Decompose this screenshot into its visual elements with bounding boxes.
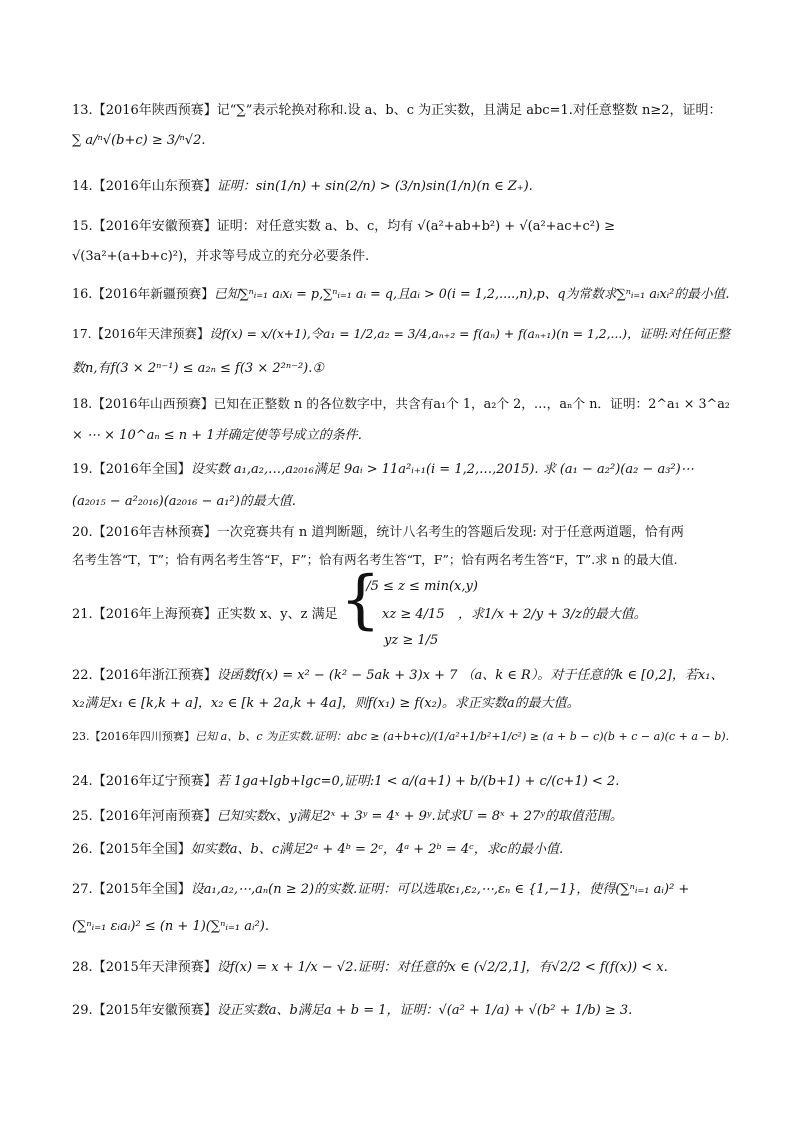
problem-21-condition-1: 1/5 ≤ z ≤ min(x,y) [358,579,478,594]
problem-14-line-1: 14.【2016年山东预赛】证明：sin(1/n) + sin(2/n) > (3/n)sin(1/n)(n ∈ Z₊). [72,179,533,194]
problem-21-line-1: 21.【2016年上海预赛】正实数 x、y、z 满足 [72,607,338,622]
problem-13-line-2: ∑ a/ⁿ√(b+c) ≥ 3/ⁿ√2. [72,133,206,148]
problem-15-line-2: √(3a²+(a+b+c)²)，并求等号成立的充分必要条件. [72,249,370,264]
problem-19-line-1: 19.【2016年全国】设实数 a₁,a₂,…,a₂₀₁₆满足 9aᵢ > 11a²ᵢ₊₁(i = 1,2,…,2015). 求 (a₁ − a₂²)(a₂ − a₃²)⋯ [72,462,694,477]
problem-27-line-2: (∑ⁿᵢ₌₁ εᵢaᵢ)² ≤ (n + 1)(∑ⁿᵢ₌₁ aᵢ²). [72,919,270,934]
problem-13-line-1: 13.【2016年陕西预赛】记“∑”表示轮换对称和.设 a、b、c 为正实数，且满足 abc=1.对任意整数 n≥2，证明： [72,103,722,118]
problem-29-line-1: 29.【2015年安徽预赛】设正实数a、b满足a + b = 1，证明：√(a² + 1/a) + √(b² + 1/b) ≥ 3. [72,1003,633,1018]
problem-23-line-1: 23.【2016年四川预赛】已知 a、b、c 为正实数.证明：abc ≥ (a+b+c)/(1/a²+1/b²+1/c²) ≥ (a + b − c)(b + c − a)(c + a − b). [72,730,730,743]
problem-22-line-1: 22.【2016年浙江预赛】设函数f(x) = x² − (k² − 5ak + 3)x + 7 （a、k ∈ R）。对于任意的k ∈ [0,2]，若x₁、 [72,668,724,683]
problem-18-line-1: 18.【2016年山西预赛】已知在正整数 n 的各位数字中，共含有a₁个 1，a₂个 2，…，aₙ个 n．证明：2^a₁ × 3^a₂ [72,396,730,411]
problem-20-line-2: 名考生答“T，T”；恰有两名考生答“F，F”；恰有两名考生答“T，F”；恰有两名考生答“F，T”.求 n 的最大值. [72,552,678,567]
problem-22-line-2: x₂满足x₁ ∈ [k,k + a]，x₂ ∈ [k + 2a,k + 4a]，则f(x₁) ≥ f(x₂)。求正实数a的最大值。 [72,696,580,711]
problem-19-line-2: (a₂₀₁₅ − a²₂₀₁₆)(a₂₀₁₆ − a₁²)的最大值. [72,494,296,509]
system-brace: { [340,563,381,637]
problem-15-line-1: 15.【2016年安徽预赛】证明：对任意实数 a、b、c，均有 √(a²+ab+b²) + √(a²+ac+c²) ≥ [72,219,616,234]
problem-27-line-1: 27.【2015年全国】设a₁,a₂,⋯,aₙ(n ≥ 2)的实数.证明：可以选取ε₁,ε₂,⋯,εₙ ∈ {1,−1}，使得(∑ⁿᵢ₌₁ aᵢ)² + [72,882,690,897]
problem-17-line-2: 数n,有f(3 × 2ⁿ⁻¹) ≤ a₂ₙ ≤ f(3 × 2²ⁿ⁻²).① [72,361,325,376]
problem-24-line-1: 24.【2016年辽宁预赛】若 1ga+lgb+lgc=0,证明:1 < a/(a+1) + b/(b+1) + c/(c+1) < 2. [72,774,620,789]
problem-20-line-1: 20.【2016年吉林预赛】一次竞赛共有 n 道判断题，统计八名考生的答题后发现: 对于任意两道题，恰有两 [72,525,684,540]
problem-17-line-1: 17.【2016年天津预赛】设f(x) = x/(x+1),令a₁ = 1/2,a₂ = 3/4,aₙ₊₂ = f(aₙ) + f(aₙ₊₁)(n = 1,2,...)，证明:对任何正整 [72,327,730,341]
problem-26-line-1: 26.【2015年全国】如实数a、b、c满足2ᵃ + 4ᵇ = 2ᶜ，4ᵃ + 2ᵇ = 4ᶜ，求c的最小值. [72,842,564,857]
problem-25-line-1: 25.【2016年河南预赛】已知实数x、y满足2ˣ + 3ʸ = 4ˣ + 9ʸ.试求U = 8ˣ + 27ʸ的取值范围。 [72,809,623,824]
problem-21-condition-3: yz ≥ 1/5 [384,633,439,648]
problem-21-condition-2: xz ≥ 4/15 [382,607,445,622]
problem-16-line-1: 16.【2016年新疆预赛】已知∑ⁿᵢ₌₁ aᵢxᵢ = p,∑ⁿᵢ₌₁ aᵢ = q,且aᵢ > 0(i = 1,2,....,n),p、q为常数求∑ⁿᵢ₌₁ aᵢxᵢ²的最小值. [72,287,730,302]
problem-18-line-2: × ⋯ × 10^aₙ ≤ n + 1并确定使等号成立的条件． [72,428,371,443]
problem-28-line-1: 28.【2015年天津预赛】设f(x) = x + 1/x − √2.证明：对任意的x ∈ (√2/2,1]，有√2/2 < f(f(x)) < x. [72,960,668,975]
problem-21-tail: ，求1/x + 2/y + 3/z的最大值。 [458,607,647,622]
